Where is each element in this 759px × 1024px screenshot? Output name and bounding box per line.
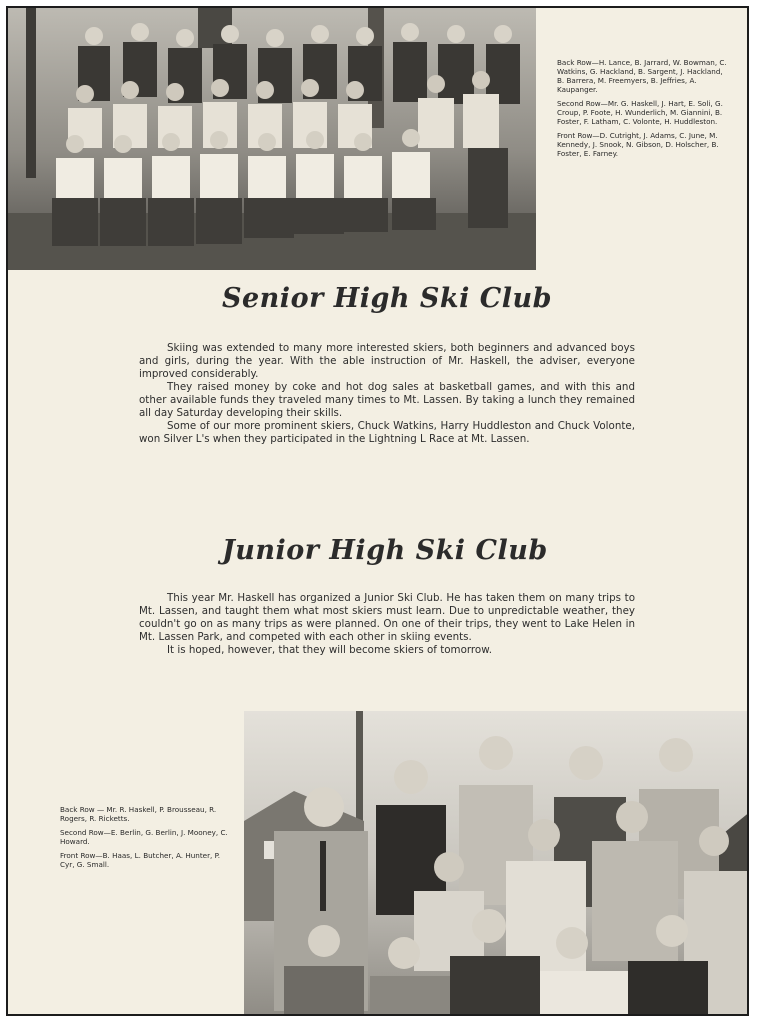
senior-paragraph-1: Skiing was extended to many more interested skiers, both beginners and advanced boys and girls, during the year. With the able instruction of Mr. Haskell, the adviser, everyone improved considerably. [139, 342, 635, 380]
senior-photo-caption [557, 58, 729, 163]
junior-caption-second-row: Second Row—E. Berlin, G. Berlin, J. Mooney, C. Howard. [60, 828, 228, 846]
senior-paragraph-3: Some of our more prominent skiers, Chuck Watkins, Harry Huddleston and Chuck Volonte, won Silver L's when they participated in the Lightning L Race at Mt. Lassen. [139, 420, 635, 445]
senior-club-article [139, 342, 635, 446]
senior-ski-club-photo [8, 8, 536, 270]
junior-paragraph-1: This year Mr. Haskell has organized a Junior Ski Club. He has taken them on many trips to Mt. Lassen, and taught them what most skiers must learn. Due to unpredictable weather, they couldn't go on as many trips as were planned. On one of their trips, they went to Lake Helen in Mt. Lassen Park, and competed with each other in skiing events. [139, 592, 635, 643]
junior-club-article [139, 592, 635, 657]
junior-ski-club-photo [244, 711, 749, 1016]
junior-caption-front-row: Front Row—B. Haas, L. Butcher, A. Hunter, P. Cyr, G. Small. [60, 851, 221, 869]
junior-photo-caption [60, 805, 235, 874]
senior-caption-back-row: Back Row—H. Lance, B. Jarrard, W. Bowman, C. Watkins, G. Hackland, B. Sargent, J. Hackland, B. Barrera, M. Freemyers, B. Jeffries, A. Kaupanger. [557, 58, 727, 94]
junior-paragraph-2: It is hoped, however, that they will become skiers of tomorrow. [167, 644, 492, 656]
senior-club-title: Senior High Ski Club [222, 283, 552, 314]
senior-caption-second-row: Second Row—Mr. G. Haskell, J. Hart, E. Soli, G. Croup, P. Foote, H. Wunderlich, M. Giannini, B. Foster, F. Latham, C. Volonte, H. Huddleston. [557, 99, 723, 126]
yearbook-page [6, 6, 749, 1016]
senior-caption-front-row: Front Row—D. Cutright, J. Adams, C. June, M. Kennedy, J. Snook, N. Gibson, D. Holscher, B. Foster, E. Farney. [557, 131, 719, 158]
senior-paragraph-2: They raised money by coke and hot dog sales at basketball games, and with this and other available funds they traveled many times to Mt. Lassen. By taking a lunch they remained all day Saturday developing their skills. [139, 381, 635, 419]
junior-club-title: Junior High Ski Club [222, 535, 548, 566]
junior-caption-back-row: Back Row — Mr. R. Haskell, P. Brousseau, R. Rogers, R. Ricketts. [60, 805, 217, 823]
